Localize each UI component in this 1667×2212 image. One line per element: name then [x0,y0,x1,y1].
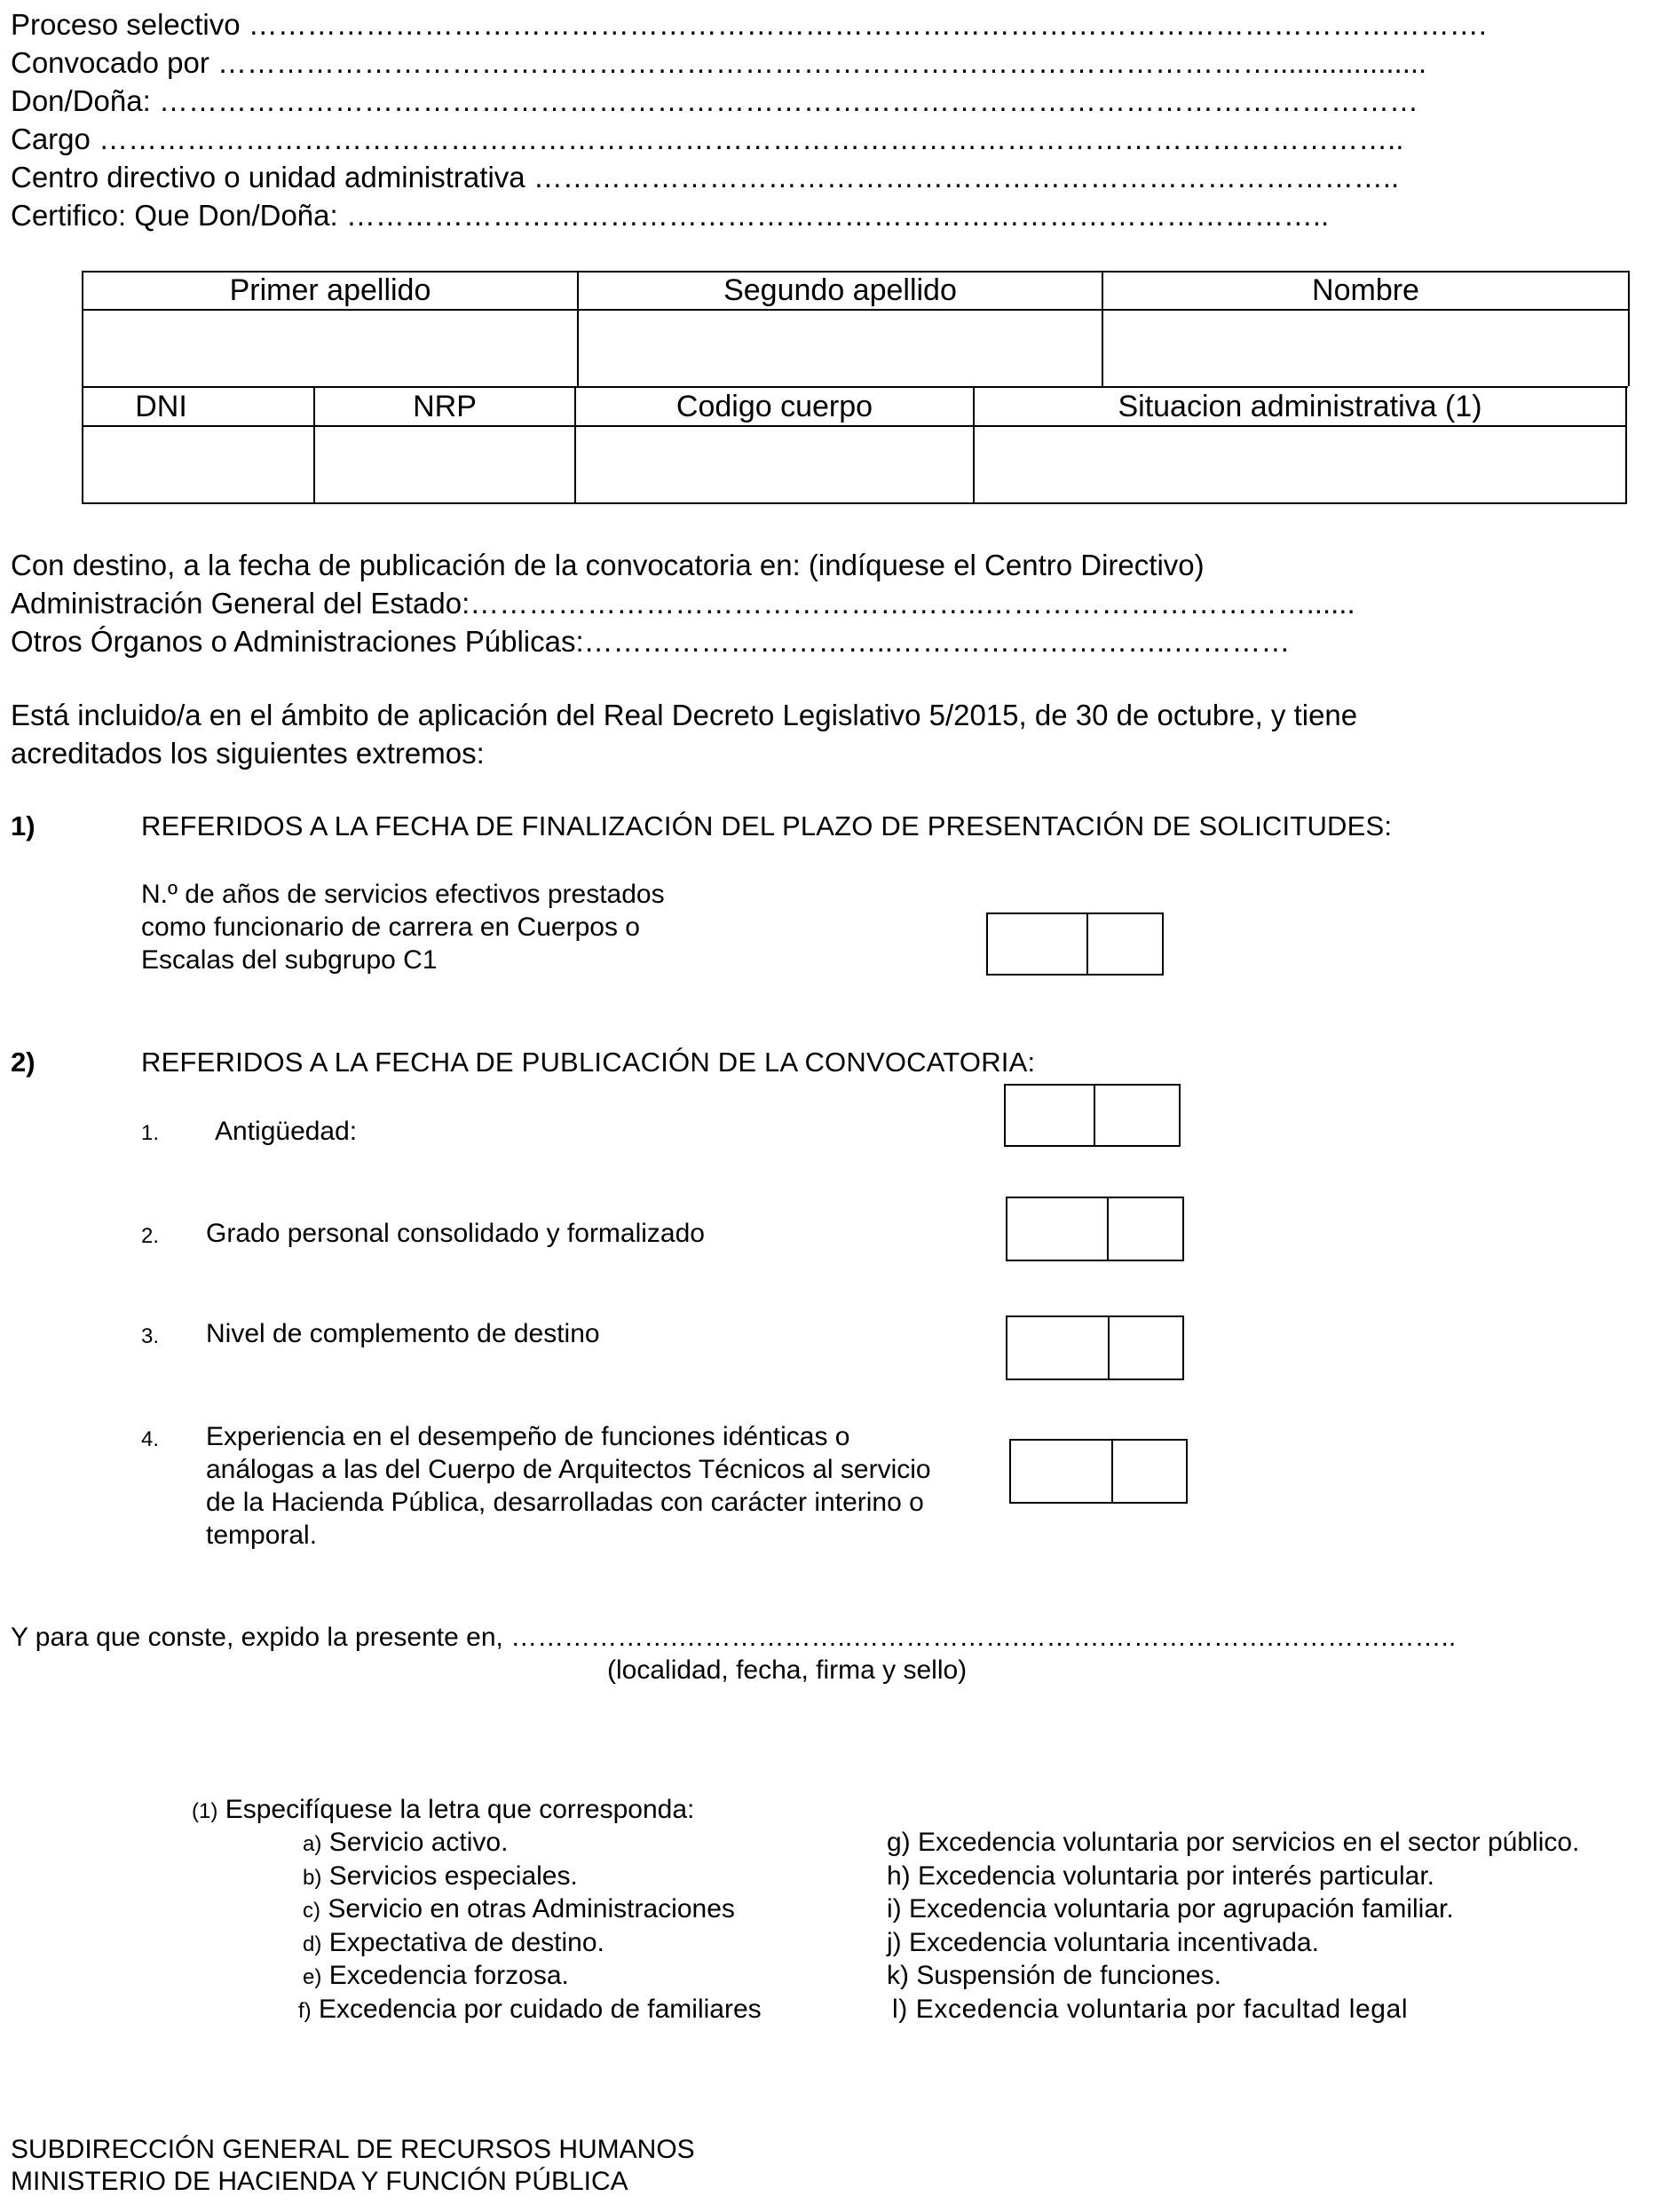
field-label: Administración General del Estado: [11,587,470,620]
field-label: Convocado por [11,46,209,79]
option-letter: f) [298,1999,312,2023]
option-text: Expectativa de destino. [328,1928,604,1957]
header-codigo-cuerpo: Codigo cuerpo [675,390,873,423]
option-text: Servicio activo. [328,1828,509,1857]
section-1-title: REFERIDOS A LA FECHA DE FINALIZACIÓN DEL PLAZO DE PRESENTACIÓN DE SOLICITUDES: [141,810,1393,841]
field-age[interactable] [11,584,1355,622]
field-dots: ……………….………………..……………….……….……………….………….…….. [510,1623,1457,1652]
situacion-administrativa-input[interactable] [980,432,1624,500]
item-experiencia-line: temporal. [206,1521,318,1550]
footnote-option-e [303,1959,569,1995]
dni-input[interactable] [89,432,312,500]
segundo-apellido-input[interactable] [584,316,1099,383]
field-dots: ………………………………………………………………………………………………………………. [248,8,1487,41]
years-digit-2[interactable] [1088,914,1167,974]
field-label: Certifico: Que Don/Doña: [11,199,338,232]
table-border-right-bottom [1625,386,1627,504]
field-dots: …………………………..………………………..………… [583,625,1291,658]
field-label: Proceso selectivo [11,8,241,41]
field-proceso-selectivo[interactable] [11,6,1487,43]
field-dots: ……………………………………………..……………………………...... [470,587,1355,620]
footnote-option-h: h) Excedencia voluntaria por interés particular. [887,1861,1434,1891]
field-dots: ……………………………………………………………………………………….. [345,199,1330,232]
header-nrp: NRP [413,390,477,423]
ambito-line-2: acreditados los siguientes extremos: [11,737,485,770]
footnote-title-line [192,1793,694,1829]
nrp-input[interactable] [320,432,573,500]
field-label: Don/Doña: [11,84,151,117]
option-text: Excedencia forzosa. [328,1961,569,1990]
grado-digit-2[interactable] [1109,1198,1188,1260]
ambito-line-1: Está incluido/a en el ámbito de aplicación del Real Decreto Legislativo 5/2015, de 30 de octubre, y tiene [11,699,1358,731]
field-otros-organos[interactable] [11,622,1290,660]
footnote-option-k: k) Suspensión de funciones. [887,1961,1221,1990]
footnote-title: Especifíquese la letra que corresponda: [225,1795,695,1824]
field-centro-directivo[interactable] [11,159,1399,196]
option-text: Servicios especiales. [328,1861,578,1891]
years-digit-1[interactable] [988,914,1090,974]
section-1-years-box[interactable] [986,912,1164,976]
item-experiencia-line: de la Hacienda Pública, desarrolladas con carácter interino o [206,1488,924,1517]
option-text: Servicio en otras Administraciones [328,1894,735,1924]
item-nivel-complemento-label: Nivel de complemento de destino [206,1319,600,1348]
signature-line-2: MINISTERIO DE HACIENDA Y FUNCIÓN PÚBLICA [11,2167,628,2196]
item-experiencia-line: Experiencia en el desempeño de funciones idénticas o [206,1422,850,1451]
section-1-item-line: Escalas del subgrupo C1 [141,945,438,975]
experiencia-digit-1[interactable] [1011,1441,1115,1502]
table-row-separator [82,309,1630,311]
footnote-option-f [298,1993,762,2028]
antiguedad-box[interactable] [1004,1084,1181,1147]
item-experiencia-line: análogas a las del Cuerpo de Arquitectos Técnicos al servicio [206,1455,931,1484]
section-2-item-number: 4. [141,1427,160,1451]
nivel-digit-2[interactable] [1110,1317,1188,1379]
option-text: Excedencia por cuidado de familiares [319,1995,762,2024]
footnote-option-j: j) Excedencia voluntaria incentivada. [887,1928,1319,1957]
grado-digit-1[interactable] [1007,1198,1110,1260]
item-antiguedad-label: Antigüedad: [215,1117,358,1146]
header-situacion-administrativa: Situacion administrativa (1) [1118,390,1482,423]
section-1-number: 1) [11,810,36,841]
field-label: Otros Órganos o Administraciones Públicas: [11,625,584,658]
field-cargo[interactable] [11,121,1403,158]
field-don-dona[interactable] [11,83,1418,120]
destino-intro: Con destino, a la fecha de publicación de la convocatoria en: (indíquese el Centro Directivo) [11,549,1205,581]
footnote-option-c [303,1892,735,1928]
footnote-marker: (1) [192,1799,218,1823]
field-dots: …………………………………………………………………………………………………………………….. [99,122,1404,155]
section-2-title: REFERIDOS A LA FECHA DE PUBLICACIÓN DE LA CONVOCATORIA: [141,1047,1036,1078]
antiguedad-digit-2[interactable] [1095,1086,1184,1145]
expido-text: Y para que conste, expido la presente en, [11,1623,503,1652]
antiguedad-digit-1[interactable] [1006,1086,1097,1145]
section-2-number: 2) [11,1047,36,1078]
section-2-item-number: 1. [141,1121,160,1145]
footnote-option-l: l) Excedencia voluntaria por facultad legal [892,1995,1409,2024]
nivel-complemento-box[interactable] [1006,1315,1184,1380]
field-expido[interactable] [11,1621,1456,1654]
experiencia-box[interactable] [1009,1439,1188,1504]
section-2-item-number: 3. [141,1324,160,1348]
nivel-digit-1[interactable] [1007,1317,1111,1379]
header-primer-apellido: Primer apellido [229,273,431,307]
header-nombre: Nombre [1312,273,1419,307]
nombre-input[interactable] [1109,316,1625,383]
field-label: Cargo [11,122,91,155]
item-grado-personal-label: Grado personal consolidado y formalizado [206,1219,705,1248]
option-letter: c) [303,1899,320,1923]
footnote-option-b [303,1860,578,1895]
footnote-option-d [303,1926,604,1962]
header-segundo-apellido: Segundo apellido [723,273,957,307]
option-letter: e) [303,1965,322,1989]
section-2-item-number: 2. [141,1224,160,1248]
experiencia-digit-2[interactable] [1113,1441,1191,1502]
field-label: Centro directivo o unidad administrativa [11,161,525,194]
field-dots: ………………………………………………………………………………………………................... [217,46,1427,79]
codigo-cuerpo-input[interactable] [581,432,971,500]
section-1-item-line: como funcionario de carrera en Cuerpos o [141,912,640,942]
primer-apellido-input[interactable] [89,316,575,383]
field-dots: ………………………………………………………………………………………………………………… [158,84,1418,117]
header-dni: DNI [135,390,187,423]
section-1-item-line: N.º de años de servicios efectivos prestados [141,880,665,909]
option-letter: b) [303,1866,322,1890]
signature-line-1: SUBDIRECCIÓN GENERAL DE RECURSOS HUMANOS [11,2135,695,2164]
option-letter: a) [303,1832,322,1856]
footnote-option-g: g) Excedencia voluntaria por servicios en el sector público. [887,1828,1580,1857]
field-dots: …………………………………………………………………………….. [533,161,1400,194]
footnote-option-a [303,1826,508,1861]
footnote-option-i: i) Excedencia voluntaria por agrupación familiar. [887,1894,1454,1924]
field-certifico[interactable] [11,197,1329,234]
grado-personal-box[interactable] [1006,1197,1184,1261]
field-convocado-por[interactable] [11,44,1426,82]
option-letter: d) [303,1932,322,1956]
expido-caption: (localidad, fecha, firma y sello) [607,1655,968,1685]
table-border-right-top [1628,271,1630,386]
